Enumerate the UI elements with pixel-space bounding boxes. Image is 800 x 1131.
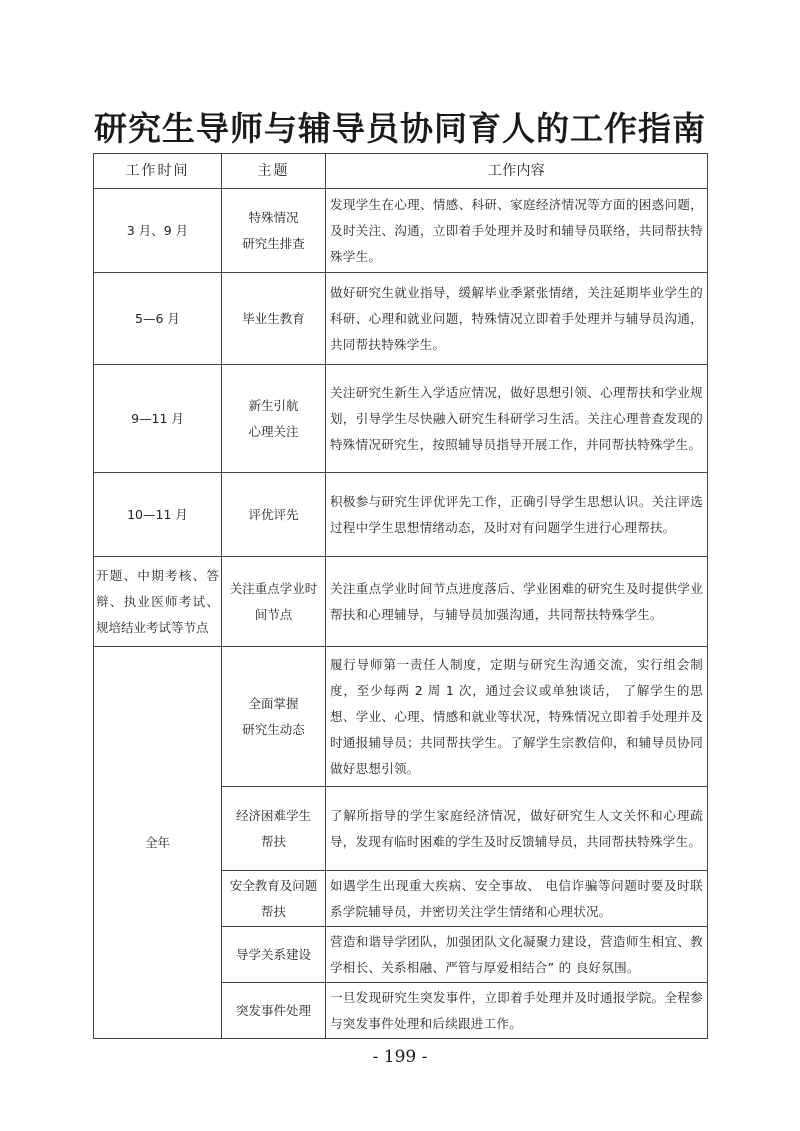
header-content: 工作内容 [326, 154, 708, 189]
row-time: 10—11 月 [94, 473, 222, 557]
row-theme: 评优评先 [222, 473, 326, 557]
header-time: 工作时间 [94, 154, 222, 189]
row-content: 发现学生在心理、情感、科研、家庭经济情况等方面的困惑问题，及时关注、沟通，立即着手处理并及时和辅导员联络，共同帮扶特殊学生。 [326, 189, 708, 273]
work-guide-table [93, 153, 708, 1039]
row-content: 如遇学生出现重大疾病、安全事故、 电信诈骗等问题时要及时联系学院辅导员，并密切关注学生情绪和心理状况。 [326, 871, 708, 927]
row-theme: 安全教育及问题 帮扶 [222, 871, 326, 927]
row-theme: 关注重点学业时间节点 [222, 557, 326, 647]
row-content: 做好研究生就业指导，缓解毕业季紧张情绪，关注延期毕业学生的科研、心理和就业问题，特殊情况立即着手处理并与辅导员沟通，共同帮扶特殊学生。 [326, 273, 708, 365]
table-row [94, 273, 708, 365]
page-title: 研究生导师与辅导员协同育人的工作指南 [94, 109, 706, 148]
row-content: 营造和谐导学团队，加强团队文化凝聚力建设，营造师生相宜、教学相长、关系相融、严管与厚爱相结合” 的 良好氛围。 [326, 927, 708, 983]
table-row [94, 557, 708, 647]
row-time: 9—11 月 [94, 365, 222, 473]
row-theme: 新生引航 心理关注 [222, 365, 326, 473]
row-theme: 全面掌握 研究生动态 [222, 647, 326, 787]
table-row [94, 365, 708, 473]
table-row [94, 189, 708, 273]
table-row [94, 647, 708, 787]
row-theme: 特殊情况 研究生排查 [222, 189, 326, 273]
table-row [94, 473, 708, 557]
row-content: 关注研究生新生入学适应情况，做好思想引领、心理帮扶和学业规划，引导学生尽快融入研究生科研学习生活。关注心理普查发现的特殊情况研究生，按照辅导员指导开展工作，并同帮扶特殊学生。 [326, 365, 708, 473]
row-time: 开题、中期考核、答辩、执业医师考试、规培结业考试等节点 [94, 557, 222, 647]
row-content: 了解所指导的学生家庭经济情况，做好研究生人文关怀和心理疏导，发现有临时困难的学生及时反馈辅导员，共同帮扶特殊学生。 [326, 787, 708, 871]
header-theme: 主题 [222, 154, 326, 189]
row-time: 5—6 月 [94, 273, 222, 365]
row-content: 积极参与研究生评优评先工作，正确引导学生思想认识。关注评选过程中学生思想情绪动态，及时对有问题学生进行心理帮扶。 [326, 473, 708, 557]
row-content: 关注重点学业时间节点进度落后、学业困难的研究生及时提供学业帮扶和心理辅导，与辅导员加强沟通，共同帮扶特殊学生。 [326, 557, 708, 647]
year-group-time: 全年 [94, 647, 222, 1039]
row-theme: 突发事件处理 [222, 983, 326, 1039]
row-time: 3 月、9 月 [94, 189, 222, 273]
row-theme: 毕业生教育 [222, 273, 326, 365]
row-content: 履行导师第一责任人制度，定期与研究生沟通交流，实行组会制度，至少每两 2 周 1 次，通过会议或单独谈话， 了解学生的思想、学业、心理、情感和就业等状况，特殊情况立即着手处理并及时通报辅导员；共同帮扶学生。了解学生宗教信仰，和辅导员协同做好思想引领。 [326, 647, 708, 787]
page-number: - 199 - [372, 1047, 428, 1067]
row-content: 一旦发现研究生突发事件，立即着手处理并及时通报学院。全程参与突发事件处理和后续跟进工作。 [326, 983, 708, 1039]
table-header-row [94, 154, 708, 189]
row-theme: 导学关系建设 [222, 927, 326, 983]
row-theme: 经济困难学生 帮扶 [222, 787, 326, 871]
